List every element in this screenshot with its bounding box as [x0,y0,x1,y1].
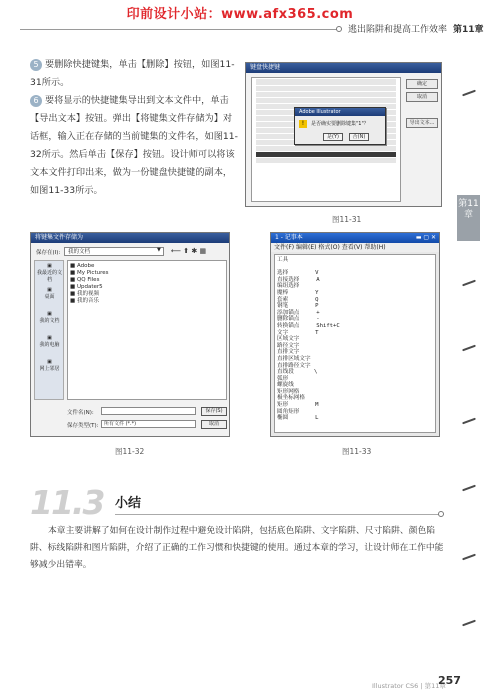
export-text-button[interactable]: 导出文本... [406,118,438,128]
shortcut-window-title: 键盘快捷键 [246,63,441,73]
window-controls[interactable]: ▬ ▢ ✕ [415,234,436,241]
edge-mark [462,418,476,425]
edge-mark [462,90,476,97]
folder-icon: ■ [70,291,76,297]
header-rule [20,29,340,30]
list-header [256,79,396,85]
folder-icon: ■ [70,284,76,290]
network-icon: ▣ [47,359,52,365]
ok-button[interactable]: 确定 [406,79,438,89]
section-rule [115,514,440,515]
chapter-number: 第11章 [453,25,484,35]
filename-input[interactable] [101,407,196,415]
list-item[interactable] [256,146,396,151]
save-in-label: 保存在(I): [36,250,61,256]
file-item[interactable]: ■ QQ Files [70,277,100,283]
file-item[interactable]: ■ 我的音乐 [70,298,99,304]
dialog-title: Adobe Illustrator [295,108,385,116]
notepad-title: 1 - 记事本 [271,233,439,243]
file-item[interactable]: ■ My Pictures [70,270,109,276]
place-item[interactable]: ▣ 我的文档 [39,311,60,324]
documents-icon: ▣ [47,311,52,317]
notepad-menu[interactable]: 文件(F) 编辑(E) 格式(O) 查看(V) 帮助(H) [271,243,439,252]
file-item[interactable]: ■ 我的视频 [70,291,99,297]
notepad-content[interactable]: 工具 选择 V 直接选择 A 编组选择 魔棒 Y 套索 Q 钢笔 P 添加锚点 + 删除锚点 - 转换锚点 Shift+C 文字 T 区域文字 路径文字 直排文字 直排区域文字 直排路径文字 直线段 \ 弧形 螺旋线 矩形网格 极坐标网格 矩形 M 圆角矩形 椭圆 L [274,254,436,433]
header-dot [336,26,342,32]
summary-paragraph: 本章主要讲解了如何在设计制作过程中避免设计陷阱，包括底色陷阱、文字陷阱、尺寸陷阱、颜色陷阱、标线陷阱和图片陷阱，介绍了正确的工作习惯和快捷键的使用。通过本章的学习，让设计师在工作中能够减少出错率。 [30,526,444,570]
figure-11-31-caption: 图11-31 [332,215,362,224]
list-item[interactable] [256,92,396,97]
place-item[interactable]: ▣ 我最近的文档 [36,263,62,283]
confirm-yes-button[interactable]: 是(Y) [323,133,343,141]
folder-icon: ▣ [47,263,52,269]
edge-mark [462,554,476,561]
folder-icon: ■ [70,263,76,269]
chapter-title: 逃出陷阱和提高工作效率 [348,25,448,35]
places-list [36,263,63,383]
section-dot [438,511,444,517]
save-in-select[interactable]: 我的文档 [64,247,164,256]
figure-11-32-caption: 图11-32 [115,447,145,456]
watermark-text: 印前设计小站：www.afx365.com [126,7,354,22]
section-number: 11.3 [30,483,104,522]
save-button[interactable]: 保存(S) [201,407,227,416]
save-dialog-title: 将键集文件存储为 [31,233,229,243]
file-item[interactable]: ■ Updater5 [70,284,103,290]
section-title: 小结 [115,496,142,511]
desktop-icon: ▣ [47,287,52,293]
delete-confirm-dialog [294,107,386,145]
list-item[interactable] [256,86,396,91]
list-item[interactable] [256,98,396,103]
folder-icon: ■ [70,270,76,276]
figure-11-33-caption: 图11-33 [342,447,372,456]
footer-text: Illustrator CS6 | 第11章 [372,682,446,690]
list-item-selected[interactable] [256,152,396,157]
place-item[interactable]: ▣ 桌面 [44,287,55,300]
dialog-message: 是否确实要删除键集"1"？ [311,121,369,127]
folder-icon: ■ [70,277,76,283]
step-5-text: 要删除快捷键集，单击【删除】按钮，如图11-31所示。 [30,59,235,88]
place-item[interactable]: ▣ 我的电脑 [39,335,60,348]
file-item[interactable]: ■ Adobe [70,263,95,269]
list-item[interactable] [256,158,396,163]
confirm-no-button[interactable]: 否(N) [349,133,369,141]
computer-icon: ▣ [47,335,52,341]
edge-mark [462,345,476,352]
figure-11-33 [270,232,440,437]
place-item[interactable]: ▣ 网上邻居 [39,359,60,372]
step-5-paragraph [30,56,240,92]
toolbar-icons[interactable]: ⟵ ⬆ ✱ ▦ [171,247,207,255]
step-6-paragraph [30,92,240,200]
chapter-side-tab: 第11章 [457,195,480,241]
filename-label: 文件名(N): [67,410,94,416]
page-number: 257 [438,674,461,687]
edge-mark [462,620,476,627]
chapter-header [348,22,484,35]
cancel-button[interactable]: 取消 [201,420,227,429]
figure-11-31 [245,62,442,207]
edge-mark [462,280,476,287]
step-6-text: 要将显示的快捷键集导出到文本文件中，单击【导出文本】按钮。弹出【将键集文件存储为】对话框，输入正在存储的当前键集的文件名，如图11-32所示。然后单击【保存】按钮。设计师可以将该文本文件打印出来，做为一份键盘快捷键的副本，如图11-33所示。 [30,95,238,196]
figure-11-32 [30,232,230,437]
filetype-select[interactable]: 所有文件 (*.*) [101,420,196,428]
chevron-down-icon: ▼ [157,247,161,253]
edge-mark [462,485,476,492]
filetype-label: 保存类型(T): [67,423,99,429]
cancel-button[interactable]: 取消 [406,92,438,102]
warning-icon: ! [299,120,307,128]
step-number-badge: 5 [30,59,42,71]
folder-icon: ■ [70,298,76,304]
file-list[interactable] [67,260,227,400]
step-number-badge: 6 [30,95,42,107]
